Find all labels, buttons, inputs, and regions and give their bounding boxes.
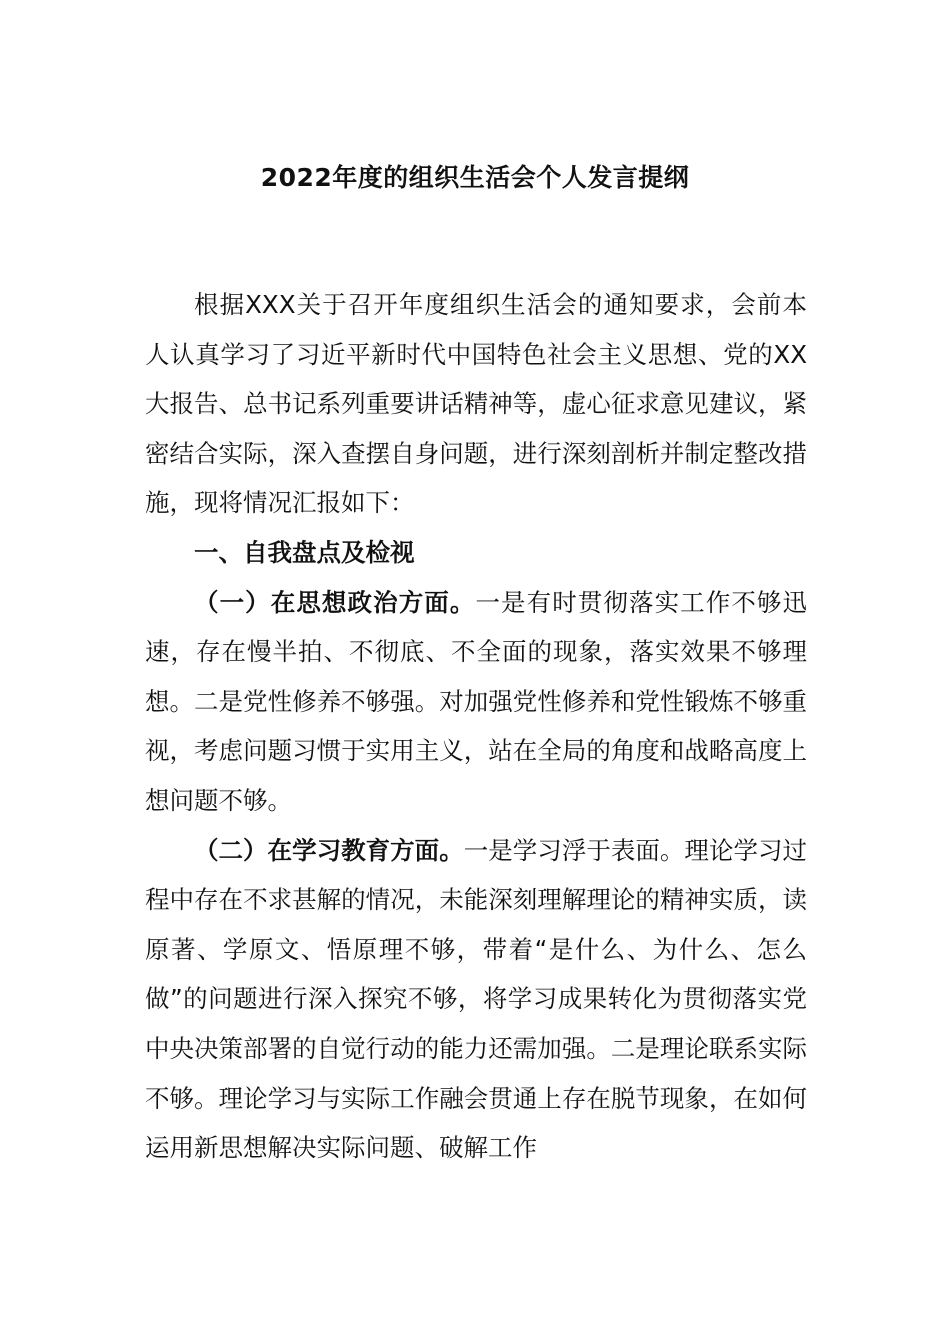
paragraph-text-political-thought: 一是有时贯彻落实工作不够迅速，存在慢半拍、不彻底、不全面的现象，落实效果不够理想。二是党性修养不够强。对加强党性修养和党性锻炼不够重视，考虑问题习惯于实用主义，站在全局的角度和战略高度上想问题不够。: [145, 587, 808, 815]
document-body: [145, 280, 807, 1173]
paragraph-lead-political-thought: （一）在思想政治方面。: [194, 587, 476, 617]
paragraph-study-education: [145, 826, 807, 1173]
paragraph-lead-study-education: （二）在学习教育方面。: [194, 835, 464, 865]
intro-paragraph: 根据XXX关于召开年度组织生活会的通知要求，会前本人认真学习了习近平新时代中国特色社会主义思想、党的XX大报告、总书记系列重要讲话精神等，虚心征求意见建议，紧密结合实际，深入查摆自身问题，进行深刻剖析并制定整改措施，现将情况汇报如下：: [145, 290, 807, 518]
section-heading-self-review: 一、自我盘点及检视: [194, 537, 415, 567]
document-title: 2022年度的组织生活会个人发言提纲: [260, 163, 690, 192]
paragraph-text-study-education: 一是学习浮于表面。理论学习过程中存在不求甚解的情况，未能深刻理解理论的精神实质，读原著、学原文、悟原理不够，带着“是什么、为什么、怎么做”的问题进行深入探究不够，将学习成果转化为贯彻落实党中央决策部署的自觉行动的能力还需加强。二是理论联系实际不够。理论学习与实际工作融会贯通上存在脱节现象，在如何运用新思想解决实际问题、破解工作: [145, 835, 808, 1163]
paragraph-political-thought: [145, 578, 807, 826]
